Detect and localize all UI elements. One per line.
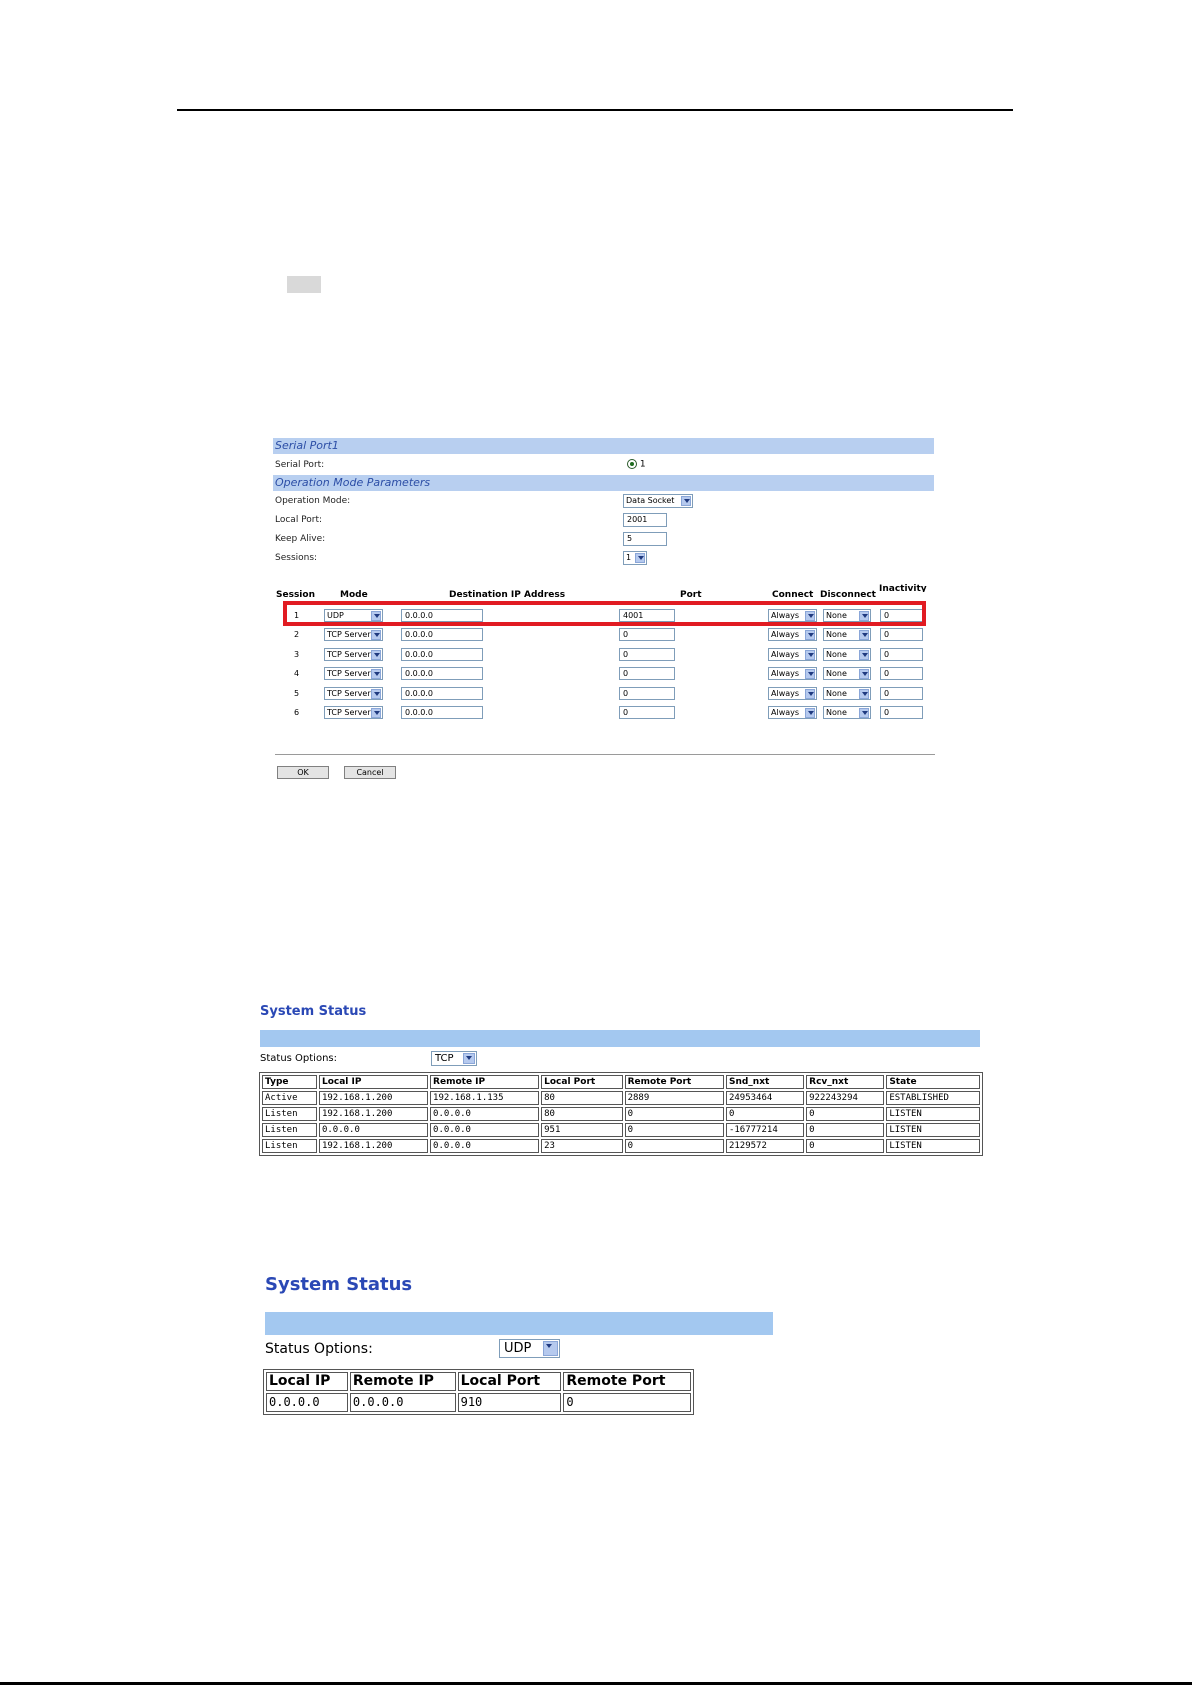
udp-status-table [263,1369,694,1415]
tcp-status-table [259,1072,983,1156]
table-cell: 192.168.1.200 [319,1139,428,1153]
chevron-down-icon [805,630,815,640]
chevron-down-icon [805,708,815,718]
status-header-bar [265,1312,773,1335]
session-inactivity-input[interactable]: 0 [880,648,923,661]
column-header: Remote IP [350,1372,456,1391]
session-connect-select[interactable] [768,648,817,661]
status-options-select[interactable] [499,1339,560,1358]
table-cell: 0.0.0.0 [350,1393,456,1412]
session-inactivity-input[interactable]: 0 [880,609,923,622]
session-destination-ip-input[interactable]: 0.0.0.0 [401,687,483,700]
session-port-input[interactable]: 0 [619,648,675,661]
session-inactivity-input[interactable]: 0 [880,667,923,680]
table-cell: 922243294 [806,1091,884,1105]
session-number: 2 [294,630,300,639]
session-disconnect-value: None [826,650,847,659]
session-connect-value: Always [771,689,800,698]
table-cell: 0 [625,1123,724,1137]
operation-mode-select[interactable] [623,494,693,508]
session-number: 3 [294,650,300,659]
chevron-down-icon [859,689,869,699]
table-cell: 0.0.0.0 [430,1107,539,1121]
column-header: Snd_nxt [726,1075,804,1089]
session-disconnect-select[interactable] [823,648,871,661]
column-header: Remote IP [430,1075,539,1089]
table-cell: 0 [726,1107,804,1121]
table-cell: 2889 [625,1091,724,1105]
table-header-row [262,1075,980,1089]
col-header-port: Port [680,590,702,600]
serial-port-radio[interactable] [627,459,646,470]
session-mode-select[interactable] [324,628,383,641]
table-row [262,1107,980,1121]
table-cell: 0.0.0.0 [266,1393,348,1412]
table-cell: 192.168.1.200 [319,1107,428,1121]
table-cell: 0 [806,1139,884,1153]
table-cell: Listen [262,1107,317,1121]
local-port-label: Local Port: [275,515,323,525]
session-disconnect-select[interactable] [823,628,871,641]
section-bar-serial-port: Serial Port1 [273,438,934,454]
table-cell: 192.168.1.200 [319,1091,428,1105]
table-row [262,1123,980,1137]
session-connect-select[interactable] [768,687,817,700]
keep-alive-input[interactable]: 5 [623,532,667,546]
column-header: Local IP [319,1075,428,1089]
column-header: State [886,1075,980,1089]
table-cell: 80 [541,1091,622,1105]
cancel-button[interactable]: Cancel [344,766,396,779]
chevron-down-icon [543,1341,558,1356]
table-cell: -16777214 [726,1123,804,1137]
serial-port-config-panel [273,438,935,783]
session-destination-ip-input[interactable]: 0.0.0.0 [401,706,483,719]
page-title: System Status [260,1004,367,1019]
session-disconnect-value: None [826,669,847,678]
session-mode-select[interactable] [324,667,383,680]
table-cell: LISTEN [886,1139,980,1153]
table-cell: Active [262,1091,317,1105]
chevron-down-icon [859,650,869,660]
chevron-down-icon [805,650,815,660]
udp-system-status-panel [263,1274,783,1419]
chevron-down-icon [371,650,381,660]
table-row [266,1393,691,1412]
session-mode-value: TCP Server [327,650,371,659]
session-disconnect-value: None [826,689,847,698]
status-options-select[interactable] [431,1051,477,1066]
session-inactivity-input[interactable]: 0 [880,687,923,700]
session-connect-value: Always [771,611,800,620]
session-destination-ip-input[interactable]: 0.0.0.0 [401,648,483,661]
status-header-bar [260,1030,980,1047]
table-header-row [266,1372,691,1391]
ok-button[interactable]: OK [277,766,329,779]
session-disconnect-select[interactable] [823,706,871,719]
session-connect-select[interactable] [768,667,817,680]
local-port-input[interactable]: 2001 [623,513,667,527]
session-connect-select[interactable] [768,706,817,719]
session-disconnect-select[interactable] [823,667,871,680]
table-cell: Listen [262,1123,317,1137]
chevron-down-icon [371,689,381,699]
session-disconnect-value: None [826,630,847,639]
session-port-input[interactable]: 0 [619,706,675,719]
session-disconnect-value: None [826,611,847,620]
table-cell: 192.168.1.135 [430,1091,539,1105]
table-cell: ESTABLISHED [886,1091,980,1105]
chevron-down-icon [371,708,381,718]
session-mode-select[interactable] [324,687,383,700]
chevron-down-icon [635,553,645,563]
chevron-down-icon [859,708,869,718]
chevron-down-icon [681,496,691,506]
gray-placeholder-box [287,276,321,293]
session-disconnect-value: None [826,708,847,717]
chevron-down-icon [371,630,381,640]
session-destination-ip-input[interactable]: 0.0.0.0 [401,628,483,641]
table-cell: 0 [806,1123,884,1137]
column-header: Local Port [458,1372,562,1391]
table-cell: LISTEN [886,1123,980,1137]
session-port-input[interactable]: 0 [619,687,675,700]
serial-port-value: 1 [639,459,646,470]
session-connect-value: Always [771,708,800,717]
session-destination-ip-input[interactable]: 0.0.0.0 [401,667,483,680]
col-header-disconnect: Disconnect [820,590,876,600]
sessions-select[interactable] [623,551,647,565]
session-number: 5 [294,689,300,698]
session-mode-value: TCP Server [327,689,371,698]
col-header-mode: Mode [340,590,368,600]
operation-mode-label: Operation Mode: [275,496,351,506]
table-cell: 0 [563,1393,691,1412]
table-row [262,1139,980,1153]
table-cell: 910 [458,1393,562,1412]
table-cell: 80 [541,1107,622,1121]
table-cell: 23 [541,1139,622,1153]
table-cell: 0 [625,1107,724,1121]
status-options-value: UDP [504,1341,532,1356]
session-connect-select[interactable] [768,628,817,641]
session-inactivity-input[interactable]: 0 [880,628,923,641]
status-options-label: Status Options: [260,1053,337,1064]
table-cell: 0.0.0.0 [319,1123,428,1137]
chevron-down-icon [805,669,815,679]
table-cell: 0 [625,1139,724,1153]
serial-port-label: Serial Port: [275,460,325,470]
column-header: Local IP [266,1372,348,1391]
chevron-down-icon [859,669,869,679]
sessions-value: 1 [626,553,632,562]
session-mode-value: TCP Server [327,669,371,678]
radio-selected-icon [627,459,637,469]
keep-alive-label: Keep Alive: [275,534,326,544]
highlight-box-session-1 [283,601,926,626]
session-number: 1 [294,611,300,620]
session-mode-value: TCP Server [327,630,371,639]
session-mode-value: UDP [327,611,344,620]
session-mode-select[interactable] [324,648,383,661]
table-cell: 0.0.0.0 [430,1139,539,1153]
chevron-down-icon [859,630,869,640]
table-cell: LISTEN [886,1107,980,1121]
session-port-input[interactable]: 0 [619,667,675,680]
col-header-destination-ip: Destination IP Address [449,590,566,600]
session-connect-value: Always [771,630,800,639]
column-header: Local Port [541,1075,622,1089]
session-destination-ip-input[interactable]: 0.0.0.0 [401,609,483,622]
table-cell: 0 [806,1107,884,1121]
column-header: Rcv_nxt [806,1075,884,1089]
chevron-down-icon [371,669,381,679]
session-connect-value: Always [771,650,800,659]
session-port-input[interactable]: 0 [619,628,675,641]
table-cell: 0.0.0.0 [430,1123,539,1137]
session-port-input[interactable]: 4001 [619,609,675,622]
col-header-connect: Connect [772,590,814,600]
sessions-label: Sessions: [275,553,318,563]
table-cell: 24953464 [726,1091,804,1105]
column-header: Remote Port [625,1075,724,1089]
session-connect-value: Always [771,669,800,678]
session-mode-value: TCP Server [327,708,371,717]
page-title: System Status [265,1274,413,1295]
status-options-label: Status Options: [265,1341,373,1357]
session-disconnect-select[interactable] [823,687,871,700]
col-header-session: Session [276,590,315,600]
table-cell: Listen [262,1139,317,1153]
column-header: Remote Port [563,1372,691,1391]
session-number: 6 [294,708,300,717]
table-cell: 951 [541,1123,622,1137]
tcp-system-status-panel [259,1004,983,1154]
table-cell: 2129572 [726,1139,804,1153]
chevron-down-icon [805,689,815,699]
session-number: 4 [294,669,300,678]
divider [275,754,935,755]
session-inactivity-input[interactable]: 0 [880,706,923,719]
column-header: Type [262,1075,317,1089]
section-bar-operation-mode: Operation Mode Parameters [273,475,934,491]
table-row [262,1091,980,1105]
operation-mode-value: Data Socket [626,496,675,505]
page-header-rule [177,109,1013,111]
col-header-inactivity: Inactivity [879,584,927,592]
status-options-value: TCP [435,1053,454,1064]
session-mode-select[interactable] [324,706,383,719]
chevron-down-icon [463,1053,475,1064]
